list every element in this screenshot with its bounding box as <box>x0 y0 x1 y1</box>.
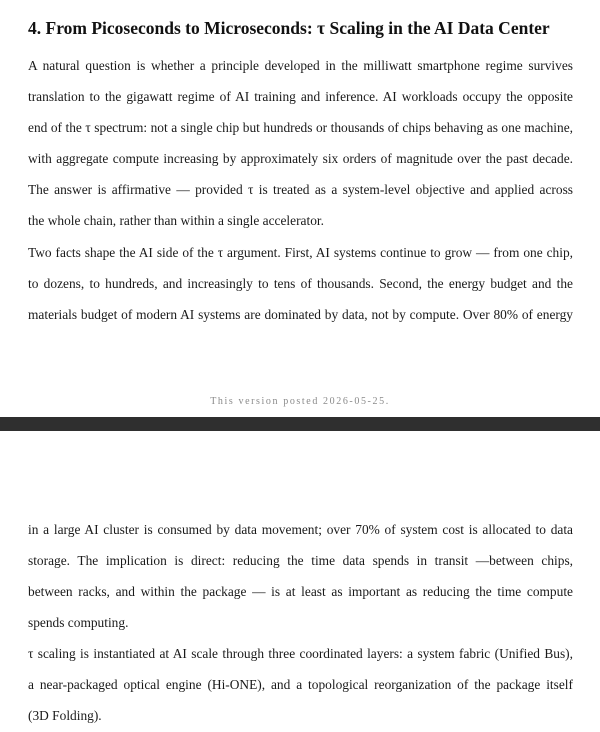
paragraph-two-facts <box>28 237 573 330</box>
paragraph-three-layers <box>28 638 573 731</box>
text-line: end of the τ spectrum: not a single chip but hundreds or thousands of chips behaving as one machine, <box>28 120 573 135</box>
page-bottom <box>0 431 600 732</box>
text-line: Two facts shape the AI side of the τ argument. First, AI systems continue to grow — from one chip, <box>28 245 573 260</box>
text-line: a near-packaged optical engine (Hi-ONE), and a topological reorganization of the package itself <box>28 677 573 692</box>
text-line: between racks, and within the package — is at least as important as reducing the time compute <box>28 584 573 599</box>
text-line: τ scaling is instantiated at AI scale through three coordinated layers: a system fabric (Unified Bus), <box>28 646 573 661</box>
text-line: to dozens, to hundreds, and increasingly to tens of thousands. Second, the energy budget and the <box>28 276 573 291</box>
text-line: A natural question is whether a principle developed in the milliwatt smartphone regime survives <box>28 58 573 73</box>
text-line: translation to the gigawatt regime of AI training and inference. AI workloads occupy the opposite <box>28 89 573 104</box>
text-line: spends computing. <box>28 615 129 630</box>
paragraph-two-continued <box>28 514 573 638</box>
text-line: materials budget of modern AI systems are dominated by data, not by compute. Over 80% of energy <box>28 307 573 322</box>
text-line: with aggregate compute increasing by approximately six orders of magnitude over the past decade. <box>28 151 573 166</box>
text-line: The answer is affirmative — provided τ is treated as a system-level objective and applied across <box>28 182 573 197</box>
text-line: (3D Folding). <box>28 708 102 723</box>
text-line: in a large AI cluster is consumed by data movement; over 70% of system cost is allocated to data <box>28 522 573 537</box>
section-heading: 4. From Picoseconds to Microseconds: τ Scaling in the AI Data Center <box>28 18 550 38</box>
page-break-divider <box>0 417 600 431</box>
text-line: storage. The implication is direct: reducing the time data spends in transit —between chips, <box>28 553 573 568</box>
posted-version-note: This version posted 2026-05-25. <box>210 396 390 407</box>
text-line: the whole chain, rather than within a single accelerator. <box>28 213 324 228</box>
paragraph-intro <box>28 50 573 236</box>
